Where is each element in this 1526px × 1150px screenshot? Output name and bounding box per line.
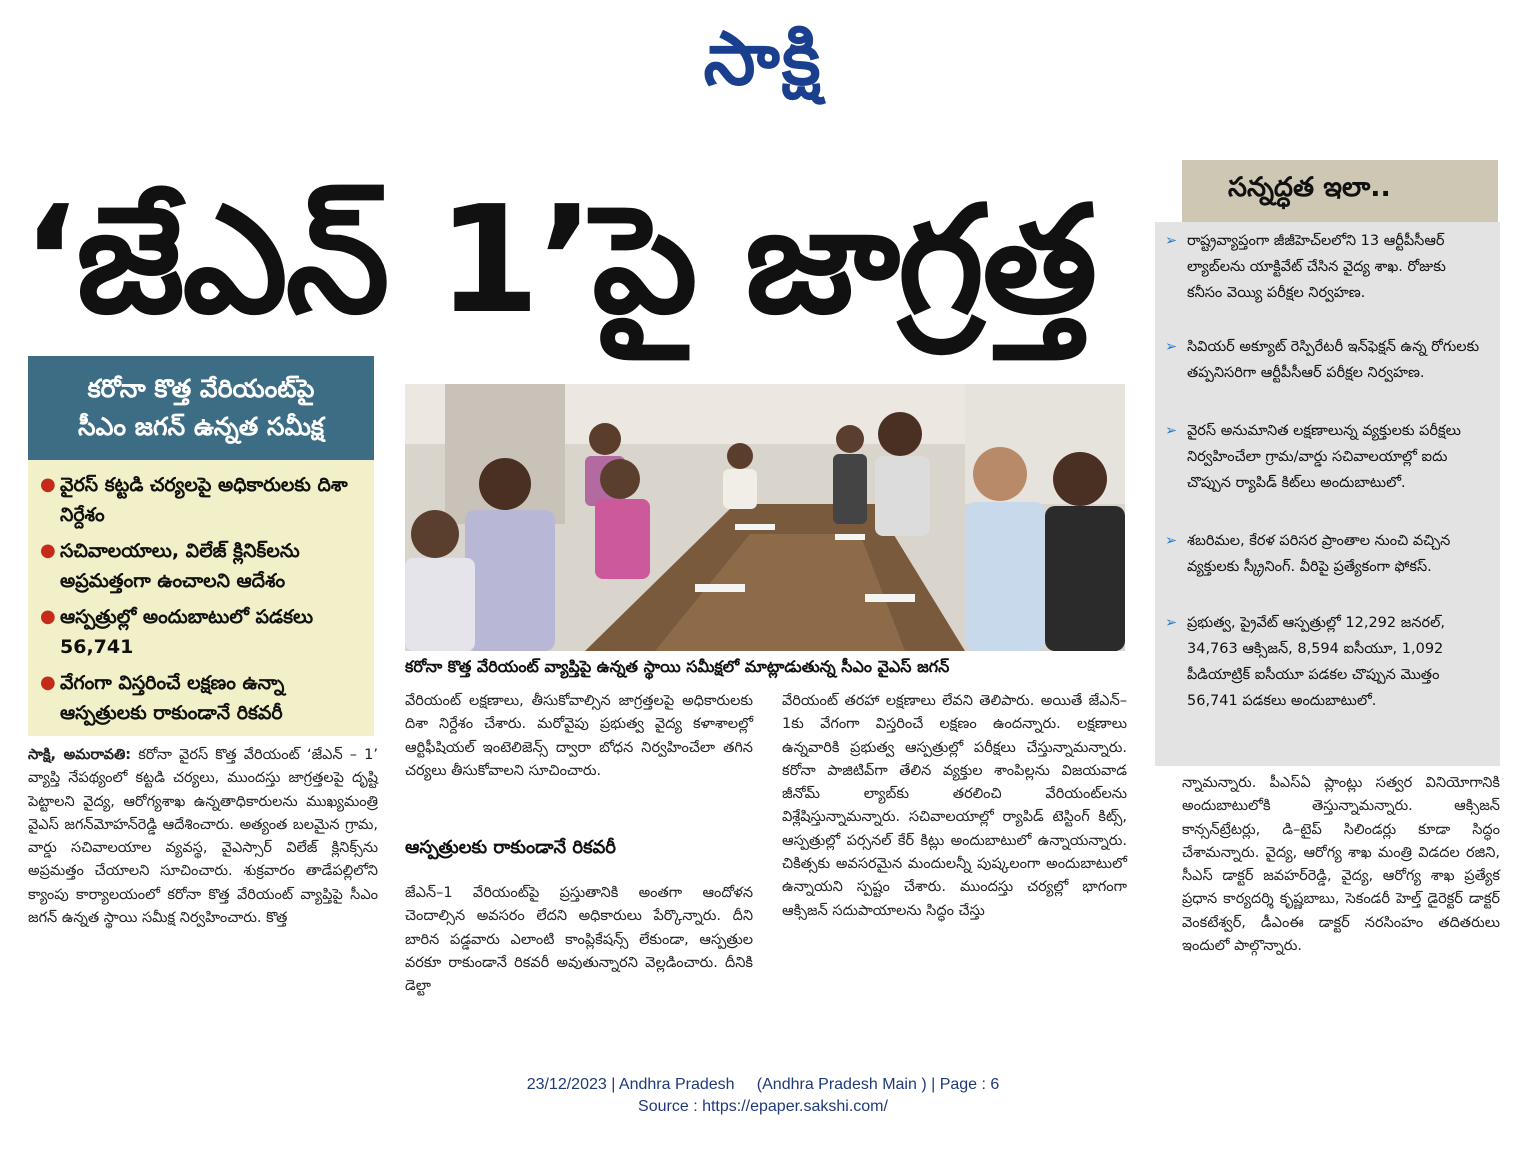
sidebar-item <box>1165 228 1485 306</box>
bullet-icon: ● <box>40 540 56 561</box>
page-footer <box>0 1074 1526 1118</box>
arrow-icon: ➢ <box>1165 615 1178 631</box>
article-column-2-top <box>405 690 753 783</box>
highlight-item <box>40 536 365 596</box>
masthead-logo: సాక్షి <box>703 16 823 102</box>
highlight-item <box>40 668 365 728</box>
sidebar-title: సన్నద్ధత ఇలా.. <box>1228 172 1391 203</box>
highlight-text: వేగంగా విస్తరించే లక్షణం ఉన్నా ఆస్పత్రులకు రాకుండానే రికవరీ <box>60 672 285 724</box>
article-text: న్నామన్నారు. పీఎస్ఏ ప్లాంట్లు సత్వర వినియోగానికి అందుబాటులోకి తెస్తున్నామన్నారు. ఆక్సిజన్ కాన్సన్‌ట్రేటర్లు, డి–టైప్ సిలిండర్లు కూడా సిద్ధం చేశామన్నారు. వైద్య, ఆరోగ్య శాఖ మంత్రి విడదల రజిని, సీఎస్ డాక్టర్ జవహర్‌రెడ్డి, వైద్య, ఆరోగ్య శాఖ ప్రత్యేక ప్రధాన కార్యదర్శి కృష్ణబాబు, సెకండరీ హెల్త్ డైరెక్టర్ డాక్టర్ వెంకటేశ్వర్, డీఎంఈ డాక్టర్ నరసింహం తదితరులు ఇందులో పాల్గొన్నారు. <box>1182 775 1500 955</box>
subheadline-box <box>28 356 374 460</box>
meeting-photo <box>405 384 1125 651</box>
footer-edition-line: 23/12/2023 | Andhra Pradesh (Andhra Pradesh Main ) | Page : 6 <box>526 1076 1000 1093</box>
article-text: కరోనా వైరస్ కొత్త వేరియంట్ ‘జేఎన్ – 1’ వ్యాప్తి నేపథ్యంలో కట్టడి చర్యలు, ముందస్తు జాగ్రత్తలపై దృష్టి పెట్టాలని వైద్య, ఆరోగ్యశాఖ ఉన్నతాధికారులను ముఖ్యమంత్రి వైఎస్ జగన్‌మోహన్‌రెడ్డి ఆదేశించారు. అత్యంత బలమైన గ్రామ, వార్డు సచివాలయాల వ్యవస్థ, వైఎస్సార్ విలేజ్ క్లినిక్స్‌ను అప్రమత్తం చేయాలని సూచించారు. శుక్రవారం తాడేపల్లిలోని క్యాంపు కార్యాలయంలో కరోనా కొత్త వేరియంట్ వ్యాప్తిపై సీఎం జగన్ ఉన్నత స్థాయి సమీక్ష నిర్వహించారు. కొత్త <box>28 747 378 927</box>
sidebar-item <box>1165 418 1485 496</box>
sidebar-box <box>1155 222 1500 766</box>
dateline: సాక్షి, అమరావతి: <box>28 747 132 763</box>
arrow-icon: ➢ <box>1165 233 1178 249</box>
bullet-icon: ● <box>40 672 56 693</box>
article-text: జేఎన్–1 వేరియంట్‌పై ప్రస్తుతానికి అంతగా ఆందోళన చెందాల్సిన అవసరం లేదని అధికారులు పేర్కొన్నారు. దీని బారిన పడ్డవారు ఎలాంటి కాంప్లికేషన్స్ లేకుండా, ఆస్పత్రుల వరకూ రాకుండానే రికవరీ అవుతున్నారని వెల్లడించారు. దీనికి డెల్టా <box>405 885 753 995</box>
sidebar-item <box>1165 610 1485 714</box>
article-text: వేరియంట్ తరహా లక్షణాలు లేవని తెలిపారు. అయితే జేఎన్–1కు వేగంగా విస్తరించే లక్షణం ఉందన్నారు. లక్షణాలు ఉన్నవారికి ప్రభుత్వ ఆస్పత్రుల్లో పరీక్షలు చేస్తున్నామన్నారు. కరోనా పాజిటివ్‌గా తేలిన వ్యక్తుల శాంపిల్లను విజయవాడ జీనోమ్ ల్యాబ్‌కు తరలించి వేరియంట్‌లను విశ్లేషిస్తున్నామన్నారు. సచివాలయాల్లో ర్యాపిడ్ టెస్టింగ్ కిట్స్, ఆస్పత్రుల్లో పర్సనల్ కేర్ కిట్లు అందుబాటులో ఉన్నాయన్నారు. చికిత్సకు అవసరమైన మందులన్నీ పుష్కలంగా అందుబాటులో ఉన్నాయని స్పష్టం చేశారు. ముందస్తు చర్యల్లో భాగంగా ఆక్సిజన్ సదుపాయాలను సిద్ధం చేస్తు <box>782 693 1127 919</box>
sidebar-item-text: ప్రభుత్వ, ప్రైవేట్ ఆస్పత్రుల్లో 12,292 జనరల్, 34,763 ఆక్సిజన్, 8,594 ఐసీయూ, 1,092 పీడియాట్రిక్ ఐసీయూ పడకల చొప్పున మొత్తం 56,741 పడకలు అందుబాటులో. <box>1187 615 1446 709</box>
highlight-text: ఆస్పత్రుల్లో అందుబాటులో పడకలు 56,741 <box>60 606 314 658</box>
article-column-1 <box>28 744 378 930</box>
photo-caption: కరోనా కొత్త వేరియంట్ వ్యాప్తిపై ఉన్నత స్థాయి సమీక్షలో మాట్లాడుతున్న సీఎం వైఎస్ జగన్ <box>405 657 950 676</box>
sidebar-item <box>1165 334 1485 386</box>
article-column-2-bottom <box>405 882 753 998</box>
highlight-item <box>40 470 365 530</box>
sidebar-item-text: వైరస్ అనుమానిత లక్షణాలున్న వ్యక్తులకు పరీక్షలు నిర్వహించేలా గ్రామ/వార్డు సచివాలయాల్లో ఐదు చొప్పున ర్యాపిడ్ కిట్‌లు అందుబాటులో. <box>1187 423 1461 491</box>
subheadline-line-2: సీఎం జగన్ ఉన్నత సమీక్ష <box>78 412 324 441</box>
article-column-3 <box>782 690 1127 923</box>
bullet-icon: ● <box>40 474 56 495</box>
arrow-icon: ➢ <box>1165 339 1178 355</box>
article-text: వేరియంట్ లక్షణాలు, తీసుకోవాల్సిన జాగ్రత్తలపై అధికారులకు దిశా నిర్దేశం చేశారు. మరోవైపు ప్రభుత్వ వైద్య కళాశాలల్లో ఆర్టిఫీషియల్ ఇంటెలిజెన్స్ ద్వారా బోధన నిర్వహించేలా తగిన చర్యలు తీసుకోవాలని సూచించారు. <box>405 693 753 779</box>
bullet-icon: ● <box>40 606 56 627</box>
sidebar-item-text: రాష్ట్రవ్యాప్తంగా జీజీహెచ్‌లలోని 13 ఆర్టీపీసీఆర్ ల్యాబ్‌లను యాక్టివేట్ చేసిన వైద్య శాఖ. రోజుకు కనీసం వెయ్యి పరీక్షల నిర్వహణ. <box>1187 233 1446 301</box>
highlight-text: వైరస్ కట్టడి చర్యలపై అధికారులకు దిశా నిర్దేశం <box>60 474 348 526</box>
footer-source-line: Source : https://epaper.sakshi.com/ <box>638 1098 888 1115</box>
arrow-icon: ➢ <box>1165 423 1178 439</box>
meeting-photo-illustration <box>405 384 1125 651</box>
article-column-4 <box>1182 772 1500 958</box>
highlights-box <box>28 460 374 736</box>
sidebar-item-text: సివియర్ అక్యూట్ రెస్పిరేటరీ ఇన్‌ఫెక్షన్ ఉన్న రోగులకు తప్పనిసరిగా ఆర్టీపీసీఆర్ పరీక్షల నిర్వహణ. <box>1187 339 1480 381</box>
article-subheading: ఆస్పత్రులకు రాకుండానే రికవరీ <box>405 837 616 858</box>
highlight-item <box>40 602 365 662</box>
arrow-icon: ➢ <box>1165 533 1178 549</box>
headline: ‘జేఎన్ 1’పై జాగ్రత్త <box>22 174 1096 346</box>
sidebar-title-box <box>1182 160 1498 222</box>
highlight-text: సచివాలయాలు, విలేజ్ క్లినిక్‌లను అప్రమత్తంగా ఉంచాలని ఆదేశం <box>60 540 300 592</box>
sidebar-item-text: శబరిమల, కేరళ పరిసర ప్రాంతాల నుంచి వచ్చిన వ్యక్తులకు స్క్రీనింగ్. వీరిపై ప్రత్యేకంగా ఫోకస్. <box>1187 533 1451 575</box>
sidebar-item <box>1165 528 1485 580</box>
subheadline-line-1: కరోనా కొత్త వేరియంట్‌పై <box>87 374 315 403</box>
